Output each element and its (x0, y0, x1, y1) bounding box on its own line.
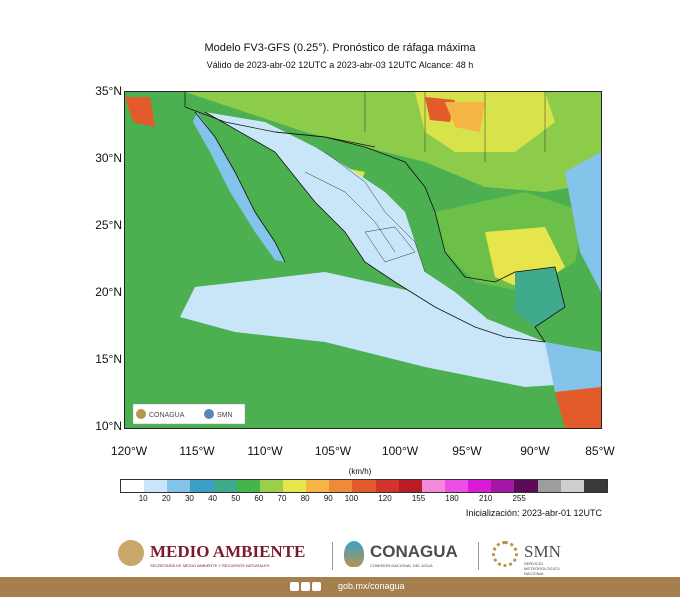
lon-label-95: 95°W (452, 444, 482, 458)
colorbar-label: 255 (512, 494, 526, 503)
medio-ambiente-emblem-icon (118, 540, 144, 566)
conagua-map-icon (136, 409, 146, 419)
colorbar-label: 120 (378, 494, 392, 503)
colorbar-swatch (237, 480, 260, 492)
map-logo-conagua: CONAGUA (149, 412, 185, 419)
colorbar-swatch (399, 480, 422, 492)
lat-label-30: 30°N (95, 151, 122, 165)
colorbar-label: 60 (254, 494, 264, 503)
logo-smn: SMN (524, 542, 561, 561)
colorbar-label: 90 (323, 494, 333, 503)
colorbar-swatch (538, 480, 561, 492)
colorbar-label: 10 (138, 494, 148, 503)
colorbar-units: (km/h) (348, 467, 372, 476)
footer-bar (0, 577, 680, 597)
logo-medio-ambiente: MEDIO AMBIENTE (150, 542, 306, 561)
logo-divider-2 (478, 542, 479, 570)
colorbar-swatch (214, 480, 237, 492)
conagua-drop-icon (344, 541, 364, 567)
initialization-label: Inicialización: 2023-abr-01 12UTC (465, 508, 602, 518)
colorbar-label: 155 (411, 494, 426, 503)
logo-smn-sub: SERVICIO METEOROLÓGICO NACIONAL (524, 561, 560, 576)
colorbar-label: 70 (277, 494, 287, 503)
colorbar-label: 40 (208, 494, 218, 503)
lon-label-110: 110°W (247, 444, 283, 458)
lat-label-20: 20°N (95, 285, 122, 299)
colorbar-label: 30 (184, 494, 194, 503)
logo-conagua-sub: COMISIÓN NACIONAL DEL AGUA (370, 563, 433, 568)
twitter-icon[interactable] (301, 582, 310, 591)
lat-label-35: 35°N (95, 84, 122, 98)
instagram-icon[interactable] (312, 582, 321, 591)
footer-url[interactable]: gob.mx/conagua (338, 581, 405, 591)
lon-label-120: 120°W (110, 444, 148, 458)
colorbar-label: 80 (300, 494, 310, 503)
colorbar-swatch (329, 480, 352, 492)
map-title: Modelo FV3-GFS (0.25°). Pronóstico de ráfaga máxima (204, 42, 476, 54)
colorbar-label: 50 (231, 494, 241, 503)
map-svg (125, 92, 601, 428)
colorbar-label: 100 (344, 494, 359, 503)
lat-label-15: 15°N (95, 352, 122, 366)
institution-logos (0, 536, 680, 576)
colorbar-swatch (422, 480, 445, 492)
lon-label-100: 100°W (381, 444, 419, 458)
colorbar-swatch (306, 480, 329, 492)
colorbar-swatch (144, 480, 167, 492)
colorbar-label: 210 (478, 494, 493, 503)
smn-emblem-icon (492, 541, 518, 567)
lon-label-115: 115°W (179, 444, 215, 458)
lat-label-10: 10°N (95, 419, 122, 433)
colorbar-swatch (121, 480, 144, 492)
colorbar-swatch (584, 480, 607, 492)
colorbar-swatch (352, 480, 375, 492)
lat-label-25: 25°N (95, 218, 122, 232)
smn-map-icon (204, 409, 214, 419)
lon-label-90: 90°W (520, 444, 550, 458)
colorbar-swatch (514, 480, 537, 492)
facebook-icon[interactable] (290, 582, 299, 591)
colorbar-swatch (491, 480, 514, 492)
colorbar-label: 20 (161, 494, 171, 503)
map-subtitle: Válido de 2023-abr-02 12UTC a 2023-abr-03 12UTC Alcance: 48 h (206, 60, 474, 70)
logo-conagua: CONAGUA (370, 542, 458, 561)
colorbar-swatch (260, 480, 283, 492)
logo-medio-ambiente-sub: SECRETARÍA DE MEDIO AMBIENTE Y RECURSOS NATURALES (150, 563, 270, 568)
colorbar (120, 479, 608, 493)
colorbar-swatch (561, 480, 584, 492)
colorbar-swatch (468, 480, 491, 492)
colorbar-swatch (167, 480, 190, 492)
lon-label-85: 85°W (585, 444, 615, 458)
logo-divider-1 (332, 542, 333, 570)
colorbar-label: 180 (445, 494, 459, 503)
colorbar-swatch (190, 480, 213, 492)
colorbar-swatch (376, 480, 399, 492)
wind-gust-map (124, 91, 602, 429)
colorbar-swatch (445, 480, 468, 492)
lon-label-105: 105°W (314, 444, 352, 458)
map-logo-smn: SMN (217, 412, 233, 419)
colorbar-swatch (283, 480, 306, 492)
